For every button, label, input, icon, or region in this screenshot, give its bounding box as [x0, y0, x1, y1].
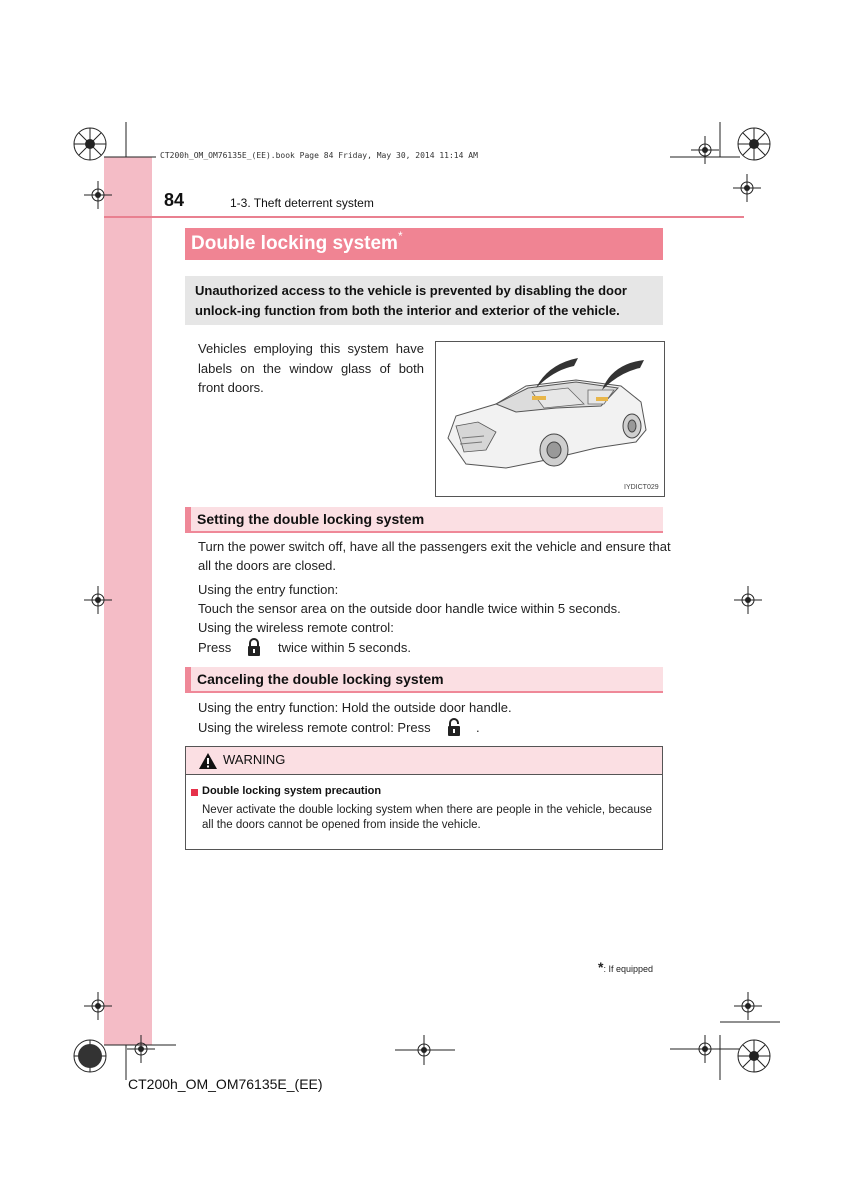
entry-function-label: Using the entry function:	[198, 582, 339, 597]
registration-mark-bottom-center	[395, 1035, 455, 1065]
entry-function-text: Touch the sensor area on the outside door handle twice within 5 seconds.	[198, 601, 621, 616]
breadcrumb: 1-3. Theft deterrent system	[230, 196, 374, 210]
setting-paragraph-line2: all the doors are closed.	[198, 558, 337, 573]
registration-mark-top-right	[670, 122, 780, 212]
setting-paragraph-line1: Turn the power switch off, have all the passengers exit the vehicle and ensure that	[198, 539, 671, 554]
canceling-section-title: Canceling the double locking system	[197, 671, 444, 687]
intro-text: Unauthorized access to the vehicle is prevented by disabling the door unlock-ing function from both the interior and exterior of the vehicle.	[195, 283, 627, 318]
warning-icon	[198, 752, 218, 770]
canceling-section-accent	[185, 667, 191, 693]
footnote-text: : If equipped	[603, 964, 653, 974]
registration-mark-top-left	[66, 122, 156, 212]
lead-paragraph: Vehicles employing this system have labels on the window glass of both front doors.	[198, 341, 424, 395]
document-code: CT200h_OM_OM76135E_(EE)	[128, 1076, 323, 1092]
setting-section-accent	[185, 507, 191, 533]
registration-mark-bottom-right	[670, 990, 780, 1080]
setting-section-title: Setting the double locking system	[197, 511, 425, 527]
lock-icon	[246, 638, 262, 656]
page-title	[191, 229, 403, 255]
cancel-entry-line: Using the entry function: Hold the outside door handle.	[198, 700, 512, 715]
door-label-right	[596, 397, 608, 401]
cancel-remote-suffix: .	[476, 720, 480, 735]
warning-subtitle: Double locking system precaution	[202, 785, 382, 797]
figure-code: IYDICT029	[624, 484, 659, 491]
press-word: Press	[198, 640, 232, 655]
remote-control-label: Using the wireless remote control:	[198, 620, 394, 635]
equipped-marker: *	[397, 229, 403, 243]
file-stamp: CT200h_OM_OM76135E_(EE).book Page 84 Friday, May 30, 2014 11:14 AM	[160, 151, 478, 160]
registration-mark-mid-left	[80, 584, 120, 616]
registration-mark-bottom-left	[66, 990, 186, 1080]
footnote-marker: *	[598, 959, 604, 975]
door-label-left	[532, 396, 546, 400]
warning-title: WARNING	[223, 752, 286, 767]
car-illustration-svg	[436, 342, 664, 496]
page-title-text: Double locking system	[191, 233, 398, 254]
page-number: 84	[164, 190, 185, 210]
header-rule	[104, 216, 744, 218]
warning-bullet	[191, 789, 198, 796]
car-illustration	[435, 341, 665, 497]
warning-text: Never activate the double locking system when there are people in the vehicle, because all the doors cannot be opened from inside the vehicle.	[202, 804, 652, 831]
cancel-remote-line: Using the wireless remote control: Press	[198, 720, 431, 735]
registration-mark-mid-right	[734, 584, 774, 616]
unlock-icon	[446, 718, 462, 736]
press-suffix: twice within 5 seconds.	[278, 640, 411, 655]
footnote	[598, 959, 653, 975]
